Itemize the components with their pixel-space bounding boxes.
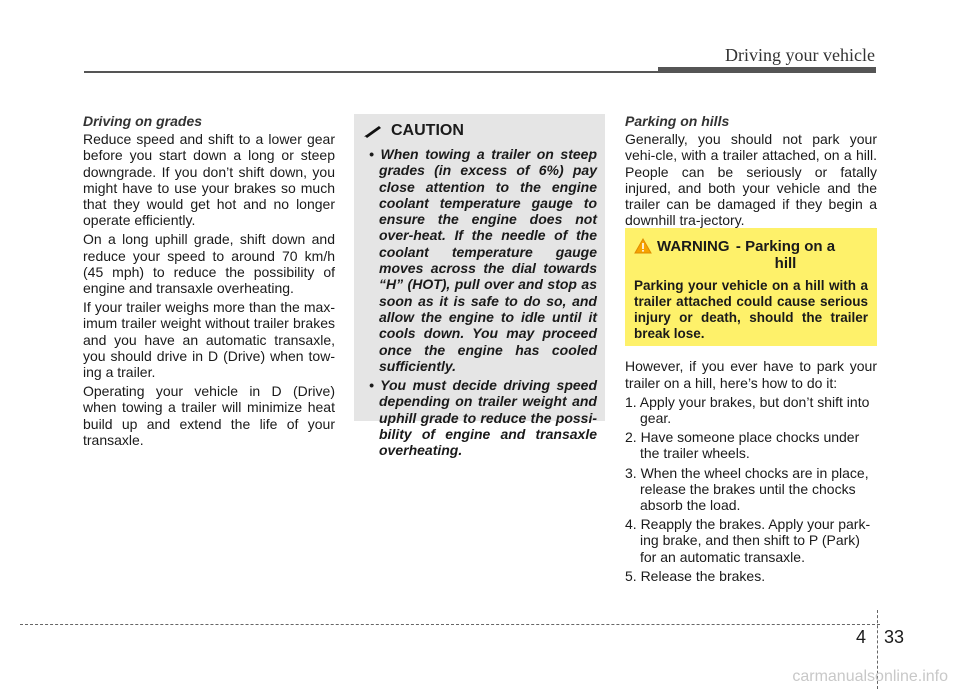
warning-box [625, 228, 877, 346]
caution-list [363, 146, 597, 459]
paragraph: If your trailer weighs more than the max-imum trailer weight without trailer brakes and you have an automatic transaxle, you should drive in D (Drive) when tow-ing a trailer. [83, 299, 335, 381]
step-item: 4. Reapply the brakes. Apply your park-ing brake, and then shift to P (Park) for an automatic transaxle. [625, 516, 871, 565]
right-column [625, 113, 877, 587]
paragraph: Generally, you should not park your vehi-cle, with a trailer attached, on a hill. People can be seriously or fatally injured, and both your vehicle and the trailer can be damaged if they begin a downhill tra-jectory. [625, 131, 877, 229]
caution-item: • When towing a trailer on steep grades (in excess of 6%) pay close attention to the engine coolant temperature gauge to ensure the engine does not over-heat. If the needle of the coolant temperature gauge moves across the dial towards “H” (HOT), pull over and stop as soon as it is safe to do so, and allow the engine to idle until it cools down. You may proceed once the engine has cooled sufficiently. [369, 146, 597, 374]
warning-title: WARNING [657, 238, 730, 255]
driving-on-grades-heading: Driving on grades [83, 113, 203, 129]
step-item: 1. Apply your brakes, but don’t shift into gear. [625, 393, 870, 427]
caution-item-text: When towing a trailer on steep grades (in excess of 6%) pay close attention to the engine coolant temperature gauge to ensure the engine does not over-heat. If the needle of the coolant temperature gauge moves across the dial towards “H” (HOT), pull over and stop as soon as it is safe to do so, and allow the engine to idle until it cools down. You may proceed once the engine has cooled sufficiently. [379, 146, 597, 374]
pencil-caution-icon [363, 124, 383, 138]
step-item: 5. Release the brakes. [625, 567, 766, 584]
caution-item: • You must decide driving speed depending on trailer weight and uphill grade to reduce the possi-bility of engine and transaxle overheating. [369, 377, 597, 459]
page-number: 33 [884, 627, 905, 647]
paragraph: Operating your vehicle in D (Drive) when towing a trailer will minimize heat build up and extend the life of your transaxle. [83, 383, 335, 448]
warning-triangle-icon [634, 238, 652, 254]
paragraph: Reduce speed and shift to a lower gear before you start down a long or steep downgrade. If you don’t shift down, you might have to use your brakes so much that they would get hot and no longer operate efficiently. [83, 131, 335, 229]
left-column [83, 113, 335, 451]
warning-body: Parking your vehicle on a hill with a trailer attached could cause serious injury or death, should the trailer break lose. [634, 278, 868, 341]
chapter-number: 4 [856, 627, 867, 647]
paragraph: However, if you ever have to park your trailer on a hill, here’s how to do it: [625, 358, 877, 391]
caution-item-text: You must decide driving speed depending on trailer weight and uphill grade to reduce the possi-bility of engine and transaxle overheating. [379, 377, 597, 459]
footer-rule [20, 624, 880, 625]
caution-title: CAUTION [391, 122, 464, 139]
header-tab-bar [658, 67, 876, 73]
watermark: carmanualsonline.info [792, 668, 948, 685]
parking-on-hills-heading: Parking on hills [625, 113, 730, 129]
step-item: 2. Have someone place chocks under the trailer wheels. [625, 429, 860, 462]
paragraph: On a long uphill grade, shift down and reduce your speed to around 70 km/h (45 mph) to reduce the possibility of engine and transaxle overheating. [83, 231, 335, 297]
section-title: Driving your vehicle [725, 45, 875, 65]
step-item: 3. When the wheel chocks are in place, release the brakes until the chocks absorb the load. [625, 464, 869, 514]
warning-subtitle: - Parking on a hill [735, 238, 836, 272]
warning-header [634, 238, 868, 272]
caution-header [363, 122, 597, 140]
steps-list [625, 394, 877, 584]
caution-box [354, 114, 605, 459]
